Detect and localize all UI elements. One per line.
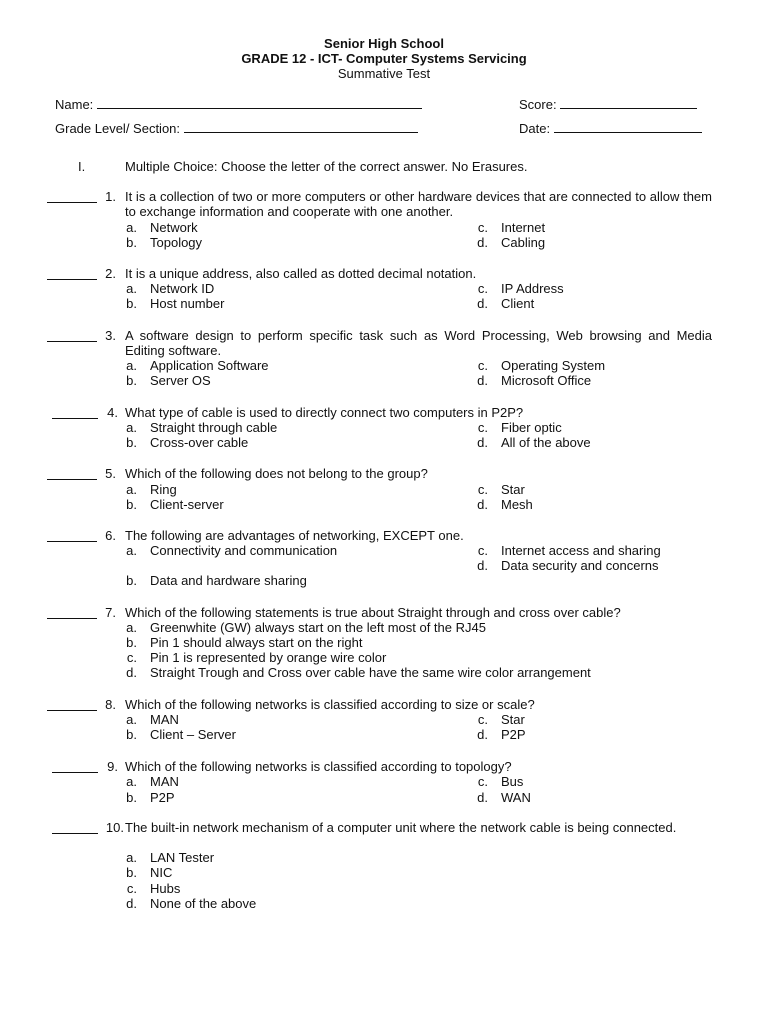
answer-blank[interactable] (52, 759, 98, 773)
section-numeral: I. (78, 159, 86, 174)
question-stem: It is a unique address, also called as dotted decimal notation. (125, 266, 477, 281)
option-b: b. Pin 1 should always start on the right (126, 635, 363, 650)
question-stem: Which of the following does not belong to the group? (125, 466, 428, 481)
option-a: a. LAN Tester (126, 850, 215, 865)
option-d: d. Straight Trough and Cross over cable have the same wire color arrangement (126, 665, 591, 680)
score-line (560, 96, 697, 109)
question-stem: The built-in network mechanism of a computer unit where the network cable is being connected. (125, 820, 677, 835)
option-b: b. Topology (126, 235, 203, 250)
answer-blank[interactable] (52, 405, 98, 419)
option-a: a. Ring (126, 482, 177, 497)
question-number: 10. (105, 820, 124, 835)
option-b: b. Host number (126, 296, 225, 311)
name-label: Name: (55, 97, 94, 112)
question-number: 9. (107, 759, 118, 774)
grade-section-line (184, 120, 418, 133)
option-b: b. Cross-over cable (126, 435, 249, 450)
option-c: c. Star (477, 712, 525, 727)
option-d: d. Data security and concerns (477, 558, 659, 573)
option-d: d. Cabling (477, 235, 546, 250)
question-number: 2. (105, 266, 116, 281)
option-a: a. Application Software (126, 358, 269, 373)
question-number: 6. (105, 528, 116, 543)
grade-section-field[interactable] (55, 120, 418, 136)
school-title: Senior High School (324, 36, 444, 51)
question-number: 5. (105, 466, 116, 481)
option-c: c. Internet (477, 220, 546, 235)
date-label: Date: (519, 121, 551, 136)
question-number: 4. (107, 405, 118, 420)
option-c: c. Hubs (126, 881, 181, 896)
score-label: Score: (519, 97, 557, 112)
option-a: a. MAN (126, 774, 179, 789)
grade-section-label: Grade Level/ Section: (55, 121, 181, 136)
option-c: c. Pin 1 is represented by orange wire color (126, 650, 387, 665)
answer-blank[interactable] (47, 266, 97, 280)
option-b: b. Client-server (126, 497, 224, 512)
option-b: b. P2P (126, 790, 175, 805)
question-number: 1. (105, 189, 116, 204)
option-d: d. All of the above (477, 435, 591, 450)
answer-blank[interactable] (47, 328, 97, 342)
course-title: GRADE 12 - ICT- Computer Systems Servicing (241, 51, 527, 66)
option-c: c. IP Address (477, 281, 564, 296)
answer-blank[interactable] (47, 189, 97, 203)
answer-blank[interactable] (47, 697, 97, 711)
instructions-text: Multiple Choice: Choose the letter of the correct answer. No Erasures. (125, 159, 528, 174)
option-a: a. Greenwhite (GW) always start on the left most of the RJ45 (126, 620, 486, 635)
name-line (97, 96, 422, 109)
question-stem: Which of the following networks is classified according to topology? (125, 759, 512, 774)
option-a: a. Network ID (126, 281, 215, 296)
question-stem: A software design to perform specific task such as Word Processing, Web browsing and Media Editing software. (125, 328, 712, 359)
option-b: b. Data and hardware sharing (126, 573, 307, 588)
date-field[interactable] (519, 120, 702, 136)
option-c: c. Fiber optic (477, 420, 562, 435)
test-title: Summative Test (337, 66, 431, 81)
question-stem: Which of the following statements is true about Straight through and cross over cable? (125, 605, 621, 620)
option-d: d. Mesh (477, 497, 533, 512)
question-stem: What type of cable is used to directly connect two computers in P2P? (125, 405, 524, 420)
score-field[interactable] (519, 96, 697, 112)
option-b: b. Client – Server (126, 727, 236, 742)
question-stem: The following are advantages of networking, EXCEPT one. (125, 528, 464, 543)
question-number: 8. (105, 697, 116, 712)
option-b: b. Server OS (126, 373, 211, 388)
answer-blank[interactable] (52, 820, 98, 834)
question-stem: It is a collection of two or more computers or other hardware devices that are connected to allow them to exchange information and cooperate with one another. (125, 189, 712, 220)
option-d: d. None of the above (126, 896, 257, 911)
answer-blank[interactable] (47, 605, 97, 619)
option-d: d. Client (477, 296, 535, 311)
option-a: a. MAN (126, 712, 179, 727)
question-stem: Which of the following networks is classified according to size or scale? (125, 697, 535, 712)
option-d: d. P2P (477, 727, 526, 742)
option-a: a. Connectivity and communication (126, 543, 338, 558)
answer-blank[interactable] (47, 466, 97, 480)
option-c: c. Bus (477, 774, 524, 789)
date-line (554, 120, 702, 133)
option-a: a. Straight through cable (126, 420, 278, 435)
question-number: 3. (105, 328, 116, 343)
option-c: c. Operating System (477, 358, 606, 373)
option-a: a. Network (126, 220, 198, 235)
option-b: b. NIC (126, 865, 173, 880)
question-number: 7. (105, 605, 116, 620)
option-c: c. Star (477, 482, 525, 497)
test-header (0, 36, 768, 81)
name-field[interactable] (55, 96, 422, 112)
option-d: d. WAN (477, 790, 531, 805)
answer-blank[interactable] (47, 528, 97, 542)
option-c: c. Internet access and sharing (477, 543, 661, 558)
option-d: d. Microsoft Office (477, 373, 592, 388)
